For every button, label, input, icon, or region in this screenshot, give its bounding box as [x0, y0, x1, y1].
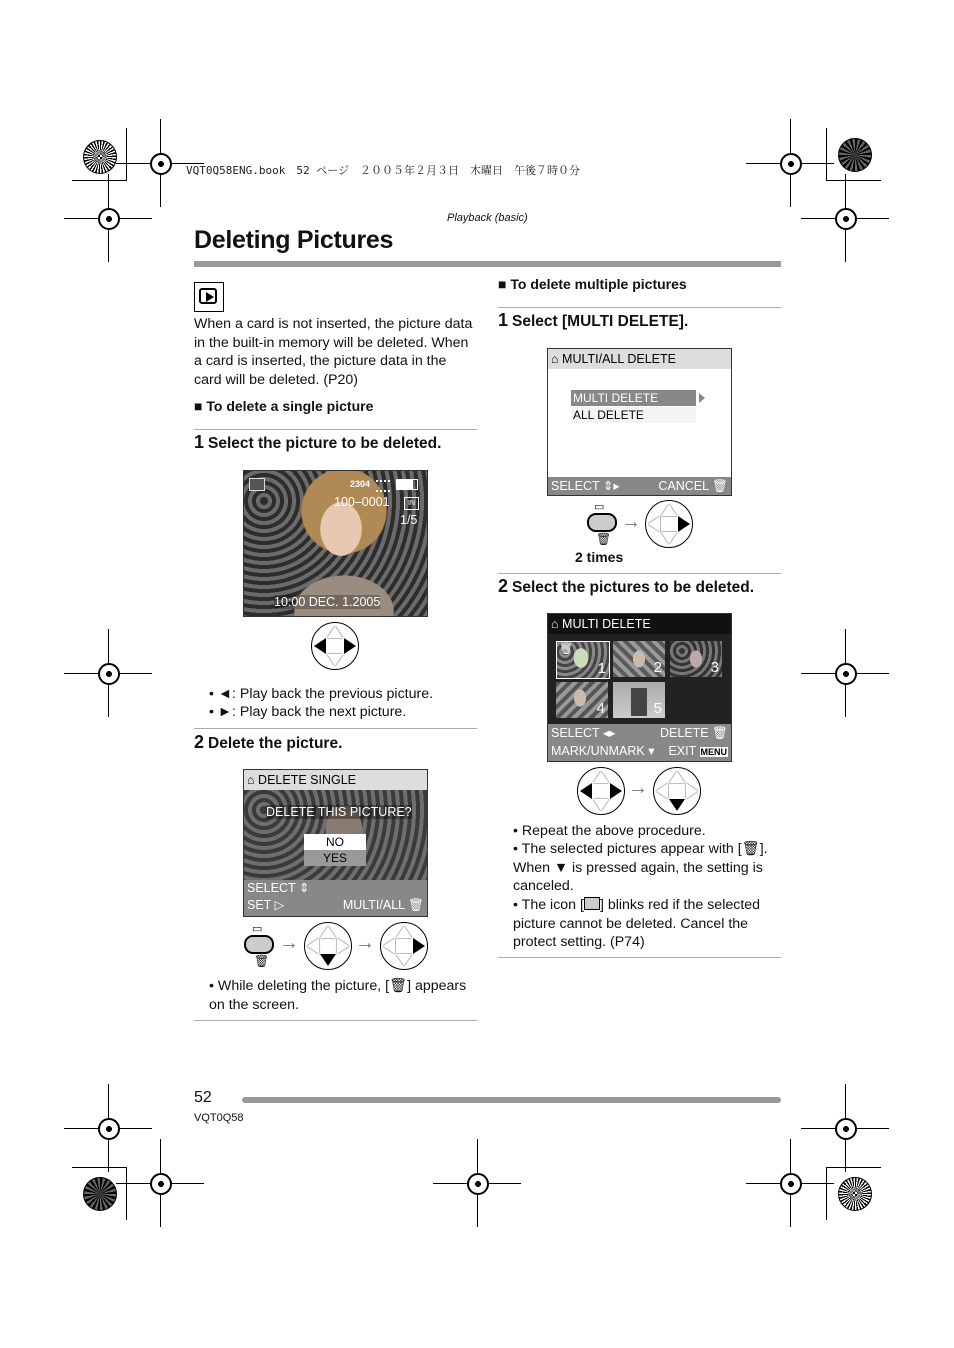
trim-line [126, 128, 127, 181]
down-arrow-icon [669, 799, 685, 811]
right-arrow-symbol: ► [217, 704, 232, 720]
multi-delete-screen [547, 613, 732, 762]
option-no[interactable]: NO [304, 834, 366, 850]
step-number: 2 [194, 732, 205, 752]
screen-footer [548, 724, 731, 761]
delete-single-screen [243, 769, 428, 917]
registration-sunburst-top-right [838, 138, 872, 172]
bullet-text: The selected pictures appear with [ [521, 841, 742, 857]
screen-title-bar [548, 614, 731, 634]
trash-icon: 🗑 [712, 479, 728, 493]
multi-all-label: MULTI/ALL [342, 898, 405, 912]
intro-text: When a card is not inserted, the picture data in the built-in memory will be deleted. When a card is inserted, the picture data in the card will be deleted. (P20) [194, 316, 473, 389]
set-label: SET [247, 898, 272, 912]
up-arrow-icon [327, 626, 343, 638]
arrow-right-icon: → [621, 511, 641, 533]
note-text: ] appears on the screen. [209, 978, 467, 1013]
cursor-button-dpad [645, 500, 693, 548]
date-time: 10:00 DEC. 1.2005 [274, 595, 381, 609]
arrow-right-icon: → [628, 777, 648, 799]
trash-icon: 🗑 [712, 726, 728, 740]
bullet-text: : Play back the next picture. [231, 704, 407, 720]
up-arrow-icon [396, 926, 412, 938]
picture-count: 1/5 [400, 513, 418, 527]
thumbnail-number: 3 [710, 659, 719, 676]
step-number: 2 [498, 576, 509, 596]
trash-icon: 🗑 [254, 954, 270, 968]
multiple-delete-heading: ■ To delete multiple pictures [498, 276, 687, 292]
title-underline [194, 261, 781, 267]
multiple-delete-heading-text: To delete multiple pictures [510, 276, 687, 292]
select-label: SELECT [551, 479, 600, 493]
press-count: 2 times [575, 549, 624, 565]
bullet-text: Repeat the above procedure. [521, 823, 706, 839]
trim-line [72, 180, 127, 181]
thumbnail-5[interactable] [613, 682, 665, 718]
left-arrow-icon [314, 638, 326, 654]
register-circle [467, 1173, 489, 1195]
left-arrow-icon [383, 938, 395, 954]
multi-bullet-2: • The selected pictures appear with [🗑]. When ▼ is pressed again, the setting is canceled. [513, 841, 768, 895]
register-circle [835, 208, 857, 230]
step-text: Select the picture to be deleted. [208, 435, 442, 452]
protect-icon [584, 897, 600, 910]
divider [498, 957, 781, 958]
model-code: VQT0Q58 [194, 1112, 244, 1124]
option-yes[interactable]: YES [304, 850, 366, 866]
arrow-right-icon: → [279, 932, 299, 954]
menu-item-multi-delete[interactable]: MULTI DELETE [571, 390, 696, 406]
bullet-next: • ►: Play back the next picture. [209, 704, 407, 720]
register-circle [150, 153, 172, 175]
single-note: • While deleting the picture, [🗑] appears on the screen. [209, 978, 467, 1013]
thumbnail-number: 4 [596, 700, 605, 717]
right-arrow-icon [610, 783, 622, 799]
arrow-right-icon: → [355, 932, 375, 954]
thumbnail-icon: ▭ [252, 923, 263, 935]
screen-title-bar [244, 770, 427, 790]
trash-button [587, 513, 617, 532]
thumbnail-1[interactable] [556, 641, 610, 679]
down-arrow-icon [396, 954, 412, 966]
delete-icon: ⌂ [247, 773, 255, 787]
registration-sunburst-top-left [83, 140, 117, 174]
register-circle [780, 153, 802, 175]
menu-badge: MENU [700, 747, 727, 757]
bullet-text: ]. When ▼ is pressed again, the setting is canceled. [513, 841, 768, 895]
step-number: 1 [498, 310, 509, 330]
divider [194, 1020, 477, 1021]
cancel-label: CANCEL [658, 479, 709, 493]
register-circle [98, 663, 120, 685]
screen-footer [244, 880, 427, 916]
select-label: SELECT [247, 881, 296, 895]
footer-row: MARK/UNMARK ▾ EXIT MENU [551, 744, 727, 758]
trim-line [826, 1167, 827, 1220]
menu-title: MULTI/ALL DELETE [562, 352, 676, 366]
multi-all-delete-screen [547, 348, 732, 496]
cursor-button-dpad [304, 922, 352, 970]
footer-set: SET ▷ MULTI/ALL 🗑 [247, 898, 424, 912]
menu-item-all-delete[interactable]: ALL DELETE [571, 407, 696, 423]
step-text: Select the pictures to be deleted. [512, 579, 755, 596]
trim-line [126, 1167, 127, 1220]
page-title: Deleting Pictures [194, 226, 394, 254]
right-arrow-icon [686, 783, 698, 799]
register-circle [150, 1173, 172, 1195]
divider [498, 307, 781, 308]
footer-select: SELECT ⇕ [247, 881, 310, 895]
register-circle [780, 1173, 802, 1195]
print-header: VQT0Q58ENG.book 52 ページ ２００５年２月３日 木曜日 午後７時０分 [186, 164, 580, 177]
up-arrow-icon [593, 771, 609, 783]
divider [194, 429, 477, 430]
down-arrow-icon [320, 954, 336, 966]
up-arrow-icon [669, 771, 685, 783]
divider [498, 573, 781, 574]
multi-bullet-3: • The icon [ ] blinks red if the selected picture cannot be deleted. Cancel the protect setting. (P74) [513, 897, 761, 951]
registration-sunburst-bottom-right [838, 1177, 872, 1211]
multi-bullet-1: • Repeat the above procedure. [513, 823, 706, 839]
exit-label: EXIT [668, 744, 697, 758]
cursor-button-dpad [577, 767, 625, 815]
screen-title-bar [548, 349, 731, 369]
step-text: Delete the picture. [208, 735, 343, 752]
built-in-memory-icon: IN [404, 497, 419, 510]
trash-icon: 🗑 [596, 532, 612, 546]
cursor-button-dpad [311, 622, 359, 670]
multi-step1 [498, 310, 688, 331]
statue-image [631, 688, 647, 716]
down-arrow-icon [661, 532, 677, 544]
left-arrow-icon [307, 938, 319, 954]
up-arrow-icon [661, 504, 677, 516]
delete-icon: ⌂ [551, 352, 559, 366]
trash-icon: 🗑 [408, 898, 424, 912]
screen-footer: SELECT ⇕▸ CANCEL 🗑 [548, 477, 731, 495]
left-arrow-icon [648, 516, 660, 532]
delete-single-title: DELETE SINGLE [258, 773, 356, 787]
bullet-previous: • ◄: Play back the previous picture. [209, 686, 434, 702]
multi-delete-title: MULTI DELETE [562, 617, 651, 631]
trash-icon: 🗑 [741, 841, 760, 857]
bullet-text: : Play back the previous picture. [231, 686, 434, 702]
play-icon [249, 478, 265, 491]
delete-label: DELETE [660, 726, 709, 740]
trim-line [826, 1167, 881, 1168]
left-arrow-icon [656, 783, 668, 799]
register-circle [98, 1118, 120, 1140]
delete-icon: ⌂ [551, 617, 559, 631]
resolution-label: 2304 [350, 479, 371, 489]
playback-mode-icon [194, 282, 224, 312]
selected-trash-icon: 🗑 [559, 643, 573, 655]
single-delete-heading-text: To delete a single picture [206, 398, 374, 414]
single-delete-heading: ■ To delete a single picture [194, 398, 374, 414]
footer-bar [242, 1097, 781, 1103]
register-circle [98, 208, 120, 230]
divider [194, 728, 477, 729]
trim-line [72, 1167, 127, 1168]
trash-button [244, 935, 274, 954]
cursor-button-dpad [653, 767, 701, 815]
bullet-text: The icon [ [521, 897, 584, 913]
left-arrow-icon [580, 783, 592, 799]
right-arrow-icon [337, 938, 349, 954]
select-label: SELECT [551, 726, 600, 740]
left-arrow-symbol: ◄ [217, 686, 232, 702]
single-step1 [194, 432, 441, 453]
thumbnail-number: 1 [597, 660, 606, 677]
multi-step2 [498, 576, 754, 597]
page-number: 52 [194, 1089, 212, 1106]
file-number: 100–0001 [334, 495, 390, 509]
single-step2 [194, 732, 342, 753]
section-label: Playback (basic) [447, 212, 528, 224]
thumbnail-2[interactable] [613, 641, 665, 677]
up-arrow-icon [320, 926, 336, 938]
down-arrow-icon [327, 654, 343, 666]
quality-icon [376, 480, 390, 492]
right-arrow-icon [678, 516, 690, 532]
right-arrow-icon [344, 638, 356, 654]
trash-icon: 🗑 [389, 978, 408, 994]
trim-line [826, 180, 881, 181]
footer-row: SELECT ◂▸ DELETE 🗑 [551, 726, 728, 740]
battery-icon [396, 479, 418, 490]
right-arrow-icon [413, 938, 425, 954]
note-text: While deleting the picture, [ [217, 978, 390, 994]
thumbnail-icon: ▭ [594, 501, 605, 513]
submenu-arrow-icon [699, 393, 705, 403]
register-circle [835, 663, 857, 685]
bullet-text: ] blinks red if the selected picture cannot be deleted. Cancel the protect setting. (P74) [513, 897, 761, 951]
registration-sunburst-bottom-left [83, 1177, 117, 1211]
playback-screen [243, 470, 428, 617]
thumbnail-3[interactable] [670, 641, 722, 677]
trim-line [826, 128, 827, 181]
thumbnail-number: 5 [653, 700, 662, 717]
register-circle [835, 1118, 857, 1140]
step-number: 1 [194, 432, 205, 452]
cursor-button-dpad [380, 922, 428, 970]
mark-unmark-label: MARK/UNMARK [551, 744, 645, 758]
step-text: Select [MULTI DELETE]. [512, 313, 689, 330]
delete-question: DELETE THIS PICTURE? [266, 805, 412, 819]
thumbnail-4[interactable] [556, 682, 608, 718]
down-arrow-icon [593, 799, 609, 811]
thumbnail-number: 2 [653, 659, 662, 676]
